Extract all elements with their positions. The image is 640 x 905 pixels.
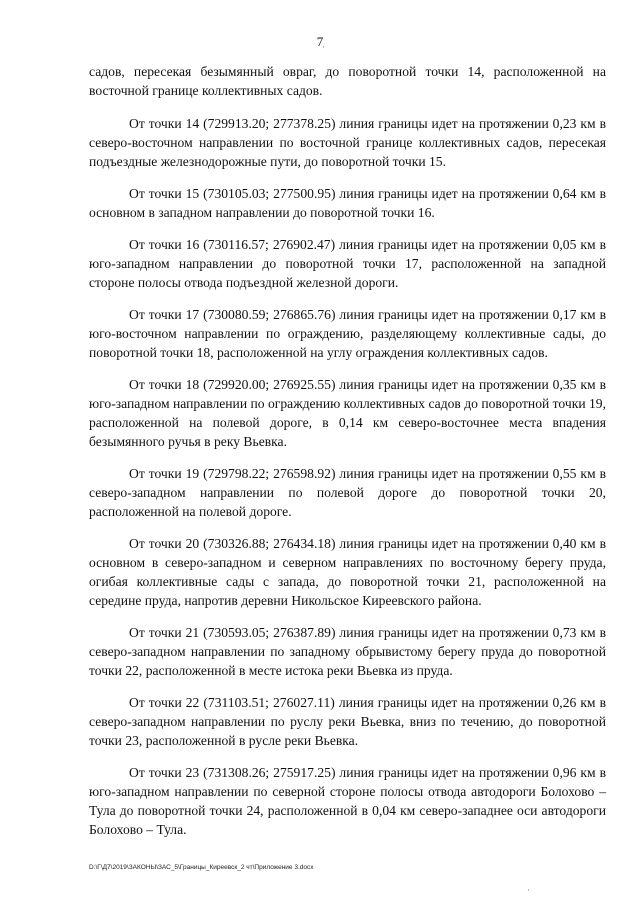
scan-speck-top: · (322, 42, 325, 52)
paragraph-point-21: От точки 21 (730593.05; 276387.89) линия границы идет на протяжении 0,73 км в северо-западном направлении по западному обрывистому берегу пруда до поворотной точки 22, расположенной в месте истока реки Вьевка из пруда. (89, 625, 606, 678)
paragraph-point-22: От точки 22 (731103.51; 276027.11) линия границы идет на протяжении 0,26 км в северо-западном направлении по руслу реки Вьевка, вниз по течению, до поворотной точки 23, расположенной в русле реки Вьевка. (89, 695, 606, 748)
paragraph-point-20: От точки 20 (730326.88; 276434.18) линия границы идет на протяжении 0,40 км в основном в северо-западном и северном направлениях по восточному берегу пруда, огибая коллективные сады с запада, до поворотной точки 21, расположенной на середине пруда, напротив деревни Никольское Киреевского района. (89, 536, 606, 608)
paragraph-point-18: От точки 18 (729920.00; 276925.55) линия границы идет на протяжении 0,35 км в юго-западном направлении по ограждению коллективных садов до поворотной точки 19, расположенной на полевой дороге, в 0,14 км северо-восточнее места впадения безымянного ручья в реку Вьевка. (89, 377, 606, 449)
paragraph-point-23: От точки 23 (731308.26; 275917.25) линия границы идет на протяжении 0,96 км в юго-западном направлении по северной стороне полосы отвода автодороги Болохово – Тула до поворотной точки 24, расположенной в 0,04 км северо-западнее оси автодороги Болохово – Тула. (89, 765, 606, 837)
paragraph-point-15: От точки 15 (730105.03; 277500.95) линия границы идет на протяжении 0,64 км в основном в западном направлении до поворотной точки 16. (89, 186, 606, 220)
page-number: 7 (316, 34, 324, 49)
paragraph-point-16: От точки 16 (730116.57; 276902.47) линия границы идет на протяжении 0,05 км в юго-западном направлении до поворотной точки 17, расположенной на западной стороне полосы отвода подъездной железной дороги. (89, 237, 606, 290)
paragraph-point-19: От точки 19 (729798.22; 276598.92) линия границы идет на протяжении 0,55 км в северо-западном направлении по полевой дороге до поворотной точки 20, расположенной на полевой дороге. (89, 466, 606, 519)
footer-file-path: D:\Г\Д7\2019\ЗАКОНЫ\ЗАС_5\Границы_Киреевск_2 чт\Приложение 3.docx (89, 864, 314, 871)
document-body (89, 62, 606, 852)
paragraph-point-14: От точки 14 (729913.20; 277378.25) линия границы идет на протяжении 0,23 км в северо-восточном направлении по восточной границе коллективных садов, пересекая подъездные железнодорожные пути, до поворотной точки 15. (89, 116, 606, 169)
paragraph-continuation: садов, пересекая безымянный овраг, до поворотной точки 14, расположенной на восточной границе коллективных садов. (89, 64, 606, 98)
paragraph-point-17: От точки 17 (730080.59; 276865.76) линия границы идет на протяжении 0,17 км в юго-восточном направлении по ограждению, разделяющему коллективные сады, до поворотной точки 18, расположенной на углу ограждения коллективных садов. (89, 307, 606, 360)
scan-speck-bottom: · (527, 885, 530, 895)
